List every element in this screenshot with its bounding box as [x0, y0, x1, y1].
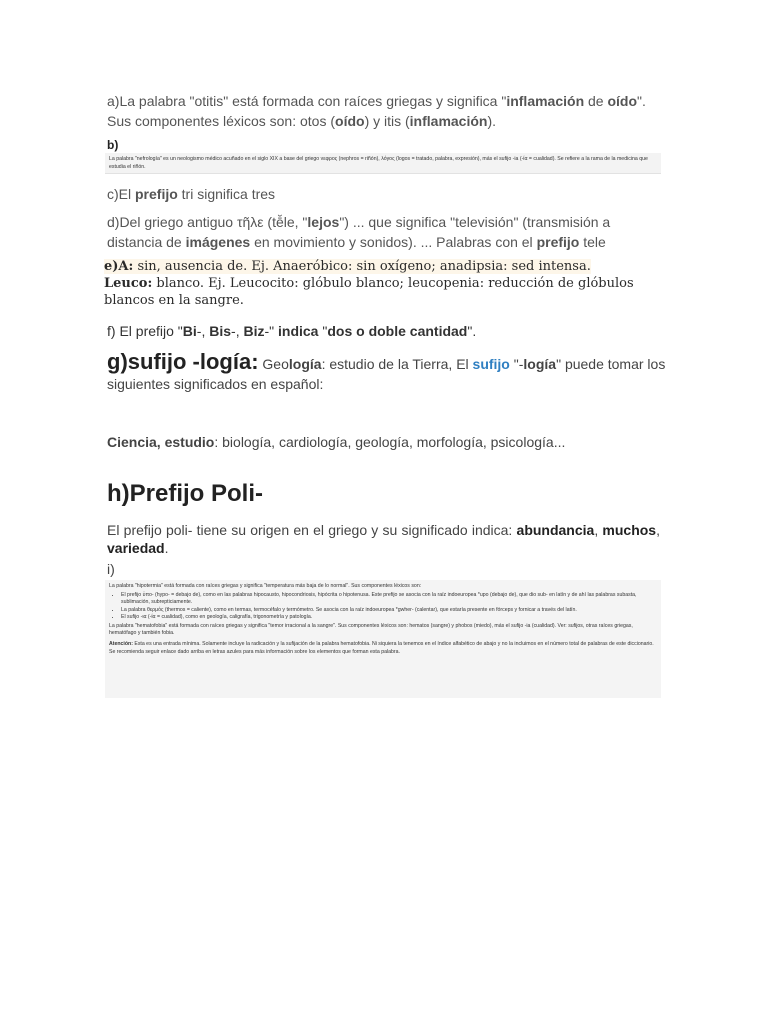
snippet-list-item: • La palabra θερμός (thermos = caliente), como en termas, termocéfalo y termómetro. Se asocia con la raíz indoeuropea *gwher- (calentar), que estaría presente en fórceps y fornicar a través del latín. [121, 607, 657, 614]
paragraph-e: e)A: sin, ausencia de. Ej. Anaeróbico: sin oxígeno; anadipsia: sed intensa. Leuco: blanco. Ej. Leucocito: glóbulo blanco; leucopenia: reducción de glóbulos blancos en la sangre. [104, 259, 634, 308]
screenshot-snippet-i [105, 580, 661, 698]
snippet-para2: La palabra "hematofobia" está formada con raíces griegas y significa "temor irracional a la sangre". Sus componentes léxicos son: hematos (sangre) y phobos (miedo), más el sufijo -ia (cualidad). Ver: sufijos, otras raíces griegas, hematófago y también fobia. [109, 623, 633, 637]
snippet-list-item: • El sufijo -ια (-ία = cualidad), como en geología, caligrafía, trigonometría y patología. [121, 614, 657, 621]
snippet-intro: La palabra "hipotermia" está formada con raíces griegas y significa "temperatura más baja de lo normal". Sus componentes léxicos son: [109, 583, 422, 589]
paragraph-d: d)Del griego antiguo τῆλε (tē̆le, "lejos") ... que significa "televisión" (transmisión a distancia de imágenes en movimiento y sonidos). ... Palabras con el prefijo tele [107, 214, 611, 250]
label-i: i) [107, 561, 115, 577]
snippet-note: Atención: Esta es una entrada mínima. Solamente incluye la radicación y la sufijación de la palabra hematofobia. Ni siquiera la tenemos en el índice alfabético de abajo y no la incluimos en el número total de palabras de este diccionario. Se recomienda seguir enlace dado arriba en letras azules para más información sobre los elementos que forman esta palabra. [109, 641, 654, 655]
label-b: b) [107, 138, 119, 152]
snippet-list [121, 592, 657, 621]
paragraph-g: g)sufijo -logía: Geología: estudio de la Tierra, El sufijo "-logía" puede tomar los siguientes significados en español: [107, 349, 666, 392]
screenshot-snippet-b: La palabra "nefrología" es un neologismo médico acuñado en el siglo XIX a base del griego νεφρος (nephros = riñón), λόγος (logos = tratado, palabra, expresión), más el sufijo -ia (-ία = cualidad). Se refiere a la rama de la medicina que estudia el riñón. [105, 153, 661, 174]
paragraph-c: c)El prefijo tri significa tres [107, 186, 276, 202]
sufijo-link[interactable]: sufijo [472, 356, 510, 372]
heading-g: g)sufijo -logía: [107, 349, 259, 374]
snippet-list-item: • El prefijo ὑπο- (hypo- = debajo de), como en las palabras hipocausto, hipocondriosis, hipócrita o hipotenusa. Este prefijo se asocia con la raíz indoeuropea *upo (debajo de), que dio sub- en latín y de ahí las palabras subasta, sublimación, subrepticiamente. [121, 592, 657, 606]
paragraph-h: El prefijo poli- tiene su origen en el griego y su significado indica: abundancia, muchos, variedad. [107, 522, 660, 556]
paragraph-a: a)La palabra "otitis" está formada con raíces griegas y significa "inflamación de oído". Sus componentes léxicos son: otos (oído) y itis (inflamación). [107, 93, 646, 129]
paragraph-ciencia-estudio: Ciencia, estudio: biología, cardiología, geología, morfología, psicología... [107, 434, 566, 450]
heading-h: h)Prefijo Poli- [107, 480, 263, 507]
paragraph-f: f) El prefijo "Bi-, Bis-, Biz-" indica "dos o doble cantidad". [107, 323, 477, 339]
